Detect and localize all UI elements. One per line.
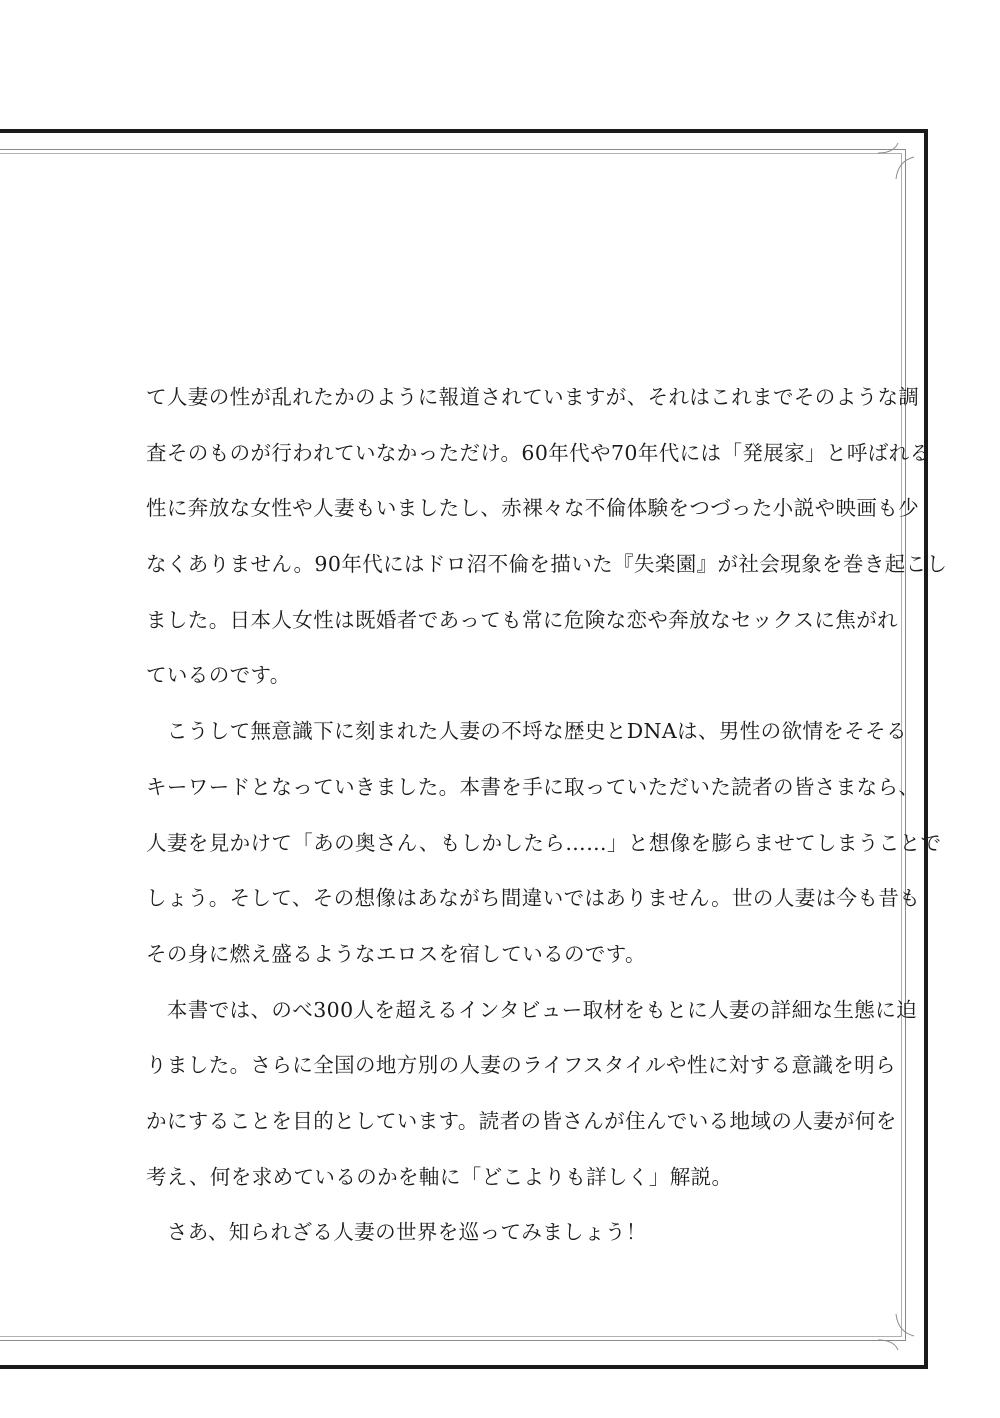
text-line: なくありません。90年代にはドロ沼不倫を描いた『失楽園』が社会現象を巻き起こし: [146, 552, 948, 577]
text-line: ているのです。: [146, 663, 291, 688]
text-line: 考え、何を求めているのかを軸に「どこよりも詳しく」解説。: [146, 1164, 733, 1189]
text-line: こうして無意識下に刻まれた人妻の不埒な歴史とDNAは、男性の欲情をそそる: [146, 719, 907, 744]
text-line: りました。さらに全国の地方別の人妻のライフスタイルや性に対する意識を明ら: [146, 1053, 896, 1078]
text-line: 査そのものが行われていなかっただけ。60年代や70年代には「発展家」と呼ばれる: [146, 440, 931, 465]
text-line: かにすることを目的としています。読者の皆さんが住んでいる地域の人妻が何を: [146, 1108, 897, 1133]
text-line: 人妻を見かけて「あの奥さん、もしかしたら……」と想像を膨らませてしまうことで: [146, 830, 942, 855]
text-line: 本書では、のべ300人を超えるインタビュー取材をもとに人妻の詳細な生態に迫: [146, 997, 918, 1022]
corner-ornament-top-right: [876, 141, 916, 181]
text-line: キーワードとなっていきました。本書を手に取っていただいた読者の皆さまなら、: [146, 774, 920, 799]
text-line: て人妻の性が乱れたかのように報道されていますが、それはこれまでそのような調: [146, 385, 920, 409]
text-line: ました。日本人女性は既婚者であっても常に危険な恋や奔放なセックスに焦がれ: [146, 607, 898, 632]
body-text: [146, 376, 948, 1267]
text-line: その身に燃え盛るようなエロスを宿しているのです。: [146, 941, 646, 966]
corner-ornament-bottom-right: [876, 1312, 916, 1352]
text-line: さあ、知られざる人妻の世界を巡ってみましょう！: [146, 1220, 647, 1245]
text-line: 性に奔放な女性や人妻もいましたし、赤裸々な不倫体験をつづった小説や映画も少: [146, 496, 920, 521]
text-line: しょう。そして、その想像はあながち間違いではありません。世の人妻は今も昔も: [146, 886, 921, 911]
